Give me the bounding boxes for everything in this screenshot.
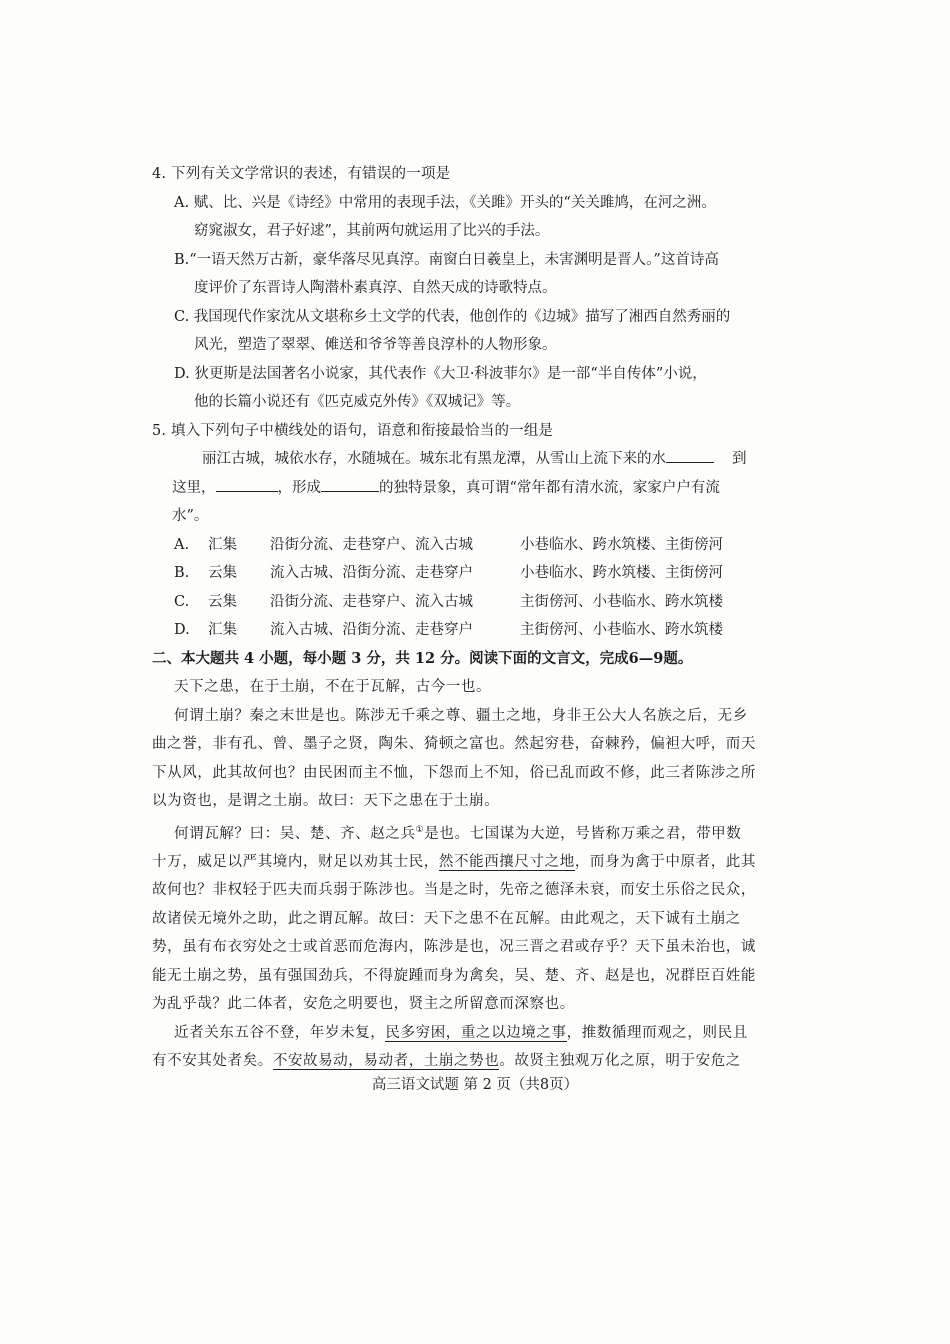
classical-text-line: 何谓土崩？秦之末世是也。陈涉无千乘之尊、疆土之地，身非王公大人名族之后，无乡 xyxy=(174,707,748,724)
page-content xyxy=(152,160,792,1076)
question-4-option-a: A. 赋、比、兴是《诗经》中常用的表现手法，《关雎》开头的“关关雎鸠，在河之洲。 xyxy=(174,194,716,211)
question-4-option-d: D. 狄更斯是法国著名小说家，其代表作《大卫·科波菲尔》是一部“半自传体”小说， xyxy=(174,365,707,382)
classical-text-line: 能无土崩之势，虽有强国劲兵，不得旋踵而身为禽矣，吴、楚、齐、赵是也，况群臣百姓能 xyxy=(152,967,756,984)
question-4-option-c-cont: 风光，塑造了翠翠、傩送和爷爷等善良淳朴的人物形象。 xyxy=(194,337,557,353)
blank-2 xyxy=(216,491,278,492)
footnote-mark: ① xyxy=(415,824,425,835)
question-5-passage-line-1: 丽江古城，城依水存，水随城在。城东北有黑龙潭，从雪山上流下来的水 到 xyxy=(202,451,747,467)
question-4-stem: 4. 下列有关文学常识的表述，有错误的一项是 xyxy=(152,166,451,182)
question-4-option-a-cont: 窈窕淑女，君子好逑”，其前两句就运用了比兴的手法。 xyxy=(194,223,550,239)
question-5-option-d: D. 汇集 流入古城、沿街分流、走巷穿户 主街傍河、小巷临水、跨水筑楼 xyxy=(174,622,723,638)
question-5-option-a: A. 汇集 沿街分流、走巷穿户、流入古城 小巷临水、跨水筑楼、主街傍河 xyxy=(174,536,723,553)
question-4-option-b-cont: 度评价了东晋诗人陶潜朴素真淳、自然天成的诗歌特点。 xyxy=(194,280,557,296)
underlined-phrase: 然不能西攘尺寸之地 xyxy=(438,853,575,870)
underlined-phrase: 民多穷困，重之以边境之事 xyxy=(385,1024,567,1041)
classical-text-line: 天下之患，在于土崩，不在于瓦解，古今一也。 xyxy=(174,679,492,695)
question-4-option-b: B.“一语天然万古新，豪华落尽见真淳。南窗白日羲皇上，未害渊明是晋人。”这首诗高 xyxy=(174,251,719,268)
classical-text-line: 曲之誉，非有孔、曾、墨子之贤，陶朱、猗顿之富也。然起穷巷，奋棘矜，偏袒大呼，而天 xyxy=(152,736,756,752)
blank-3 xyxy=(321,491,379,492)
classical-text-line: 近者关东五谷不登，年岁未复，民多穷困，重之以边境之事，推数循理而观之，则民且 xyxy=(174,1024,748,1041)
classical-text-line: 有不安其处者矣。不安故易动，易动者，土崩之势也。故贤主独观万化之原，明于安危之 xyxy=(152,1053,741,1070)
question-5-passage-line-2: 这里， ，形成 的独特景象，真可谓“常年都有清水流，家家户户有流 xyxy=(172,479,720,496)
classical-text-line: 十万，威足以严其境内，财足以劝其士民，然不能西攘尺寸之地，而身为禽于中原者，此其 xyxy=(152,853,757,870)
classical-text-line: 何谓瓦解？曰：吴、楚、齐、赵之兵①是也。七国谋为大逆，号皆称万乘之君，带甲数 xyxy=(174,824,742,842)
question-5-stem: 5. 填入下列句子中横线处的语句，语意和衔接最恰当的一组是 xyxy=(152,422,554,439)
underlined-phrase: 不安故易动，易动者，土崩之势也 xyxy=(272,1053,500,1070)
section-2-heading: 二、本大题共 4 小题，每小题 3 分，共 12 分。阅读下面的文言文，完成6—9题。 xyxy=(152,649,693,667)
page-footer: 高三语文试题 第 2 页（共8页） xyxy=(371,1077,579,1093)
classical-text-line: 故何也？非权轻于匹夫而兵弱于陈涉也。当是之时，先帝之德泽未衰，而安土乐俗之民众， xyxy=(152,882,756,899)
blank-1 xyxy=(666,462,714,463)
question-4-option-d-cont: 他的长篇小说还有《匹克威克外传》《双城记》等。 xyxy=(194,394,521,410)
classical-text-line: 以为资也，是谓之土崩。故曰：天下之患在于土崩。 xyxy=(152,793,500,809)
question-5-passage-line-3: 水”。 xyxy=(172,508,209,524)
classical-text-line: 为乱乎哉？此二体者，安危之明要也，贤主之所留意而深察也。 xyxy=(152,996,575,1013)
question-5-option-c: C. 云集 沿街分流、走巷穿户、流入古城 主街傍河、小巷临水、跨水筑楼 xyxy=(174,593,723,610)
question-4-option-c: C. 我国现代作家沈从文堪称乡土文学的代表，他创作的《边城》描写了湘西自然秀丽的 xyxy=(174,308,731,325)
classical-text-line: 下从风，此其故何也？由民困而主不恤，下怨而上不知，俗已乱而政不修，此三者陈涉之所 xyxy=(152,764,756,781)
classical-text-line: 势，虽有布衣穷处之士或首恶而危海内，陈涉是也，况三晋之君或存乎？天下虽未治也，诚 xyxy=(152,939,756,956)
classical-text-line: 故诸侯无境外之助，此之谓瓦解。故曰：天下之患不在瓦解。由此观之，天下诚有土崩之 xyxy=(152,910,741,927)
question-5-option-b: B. 云集 流入古城、沿街分流、走巷穿户 小巷临水、跨水筑楼、主街傍河 xyxy=(174,565,723,581)
